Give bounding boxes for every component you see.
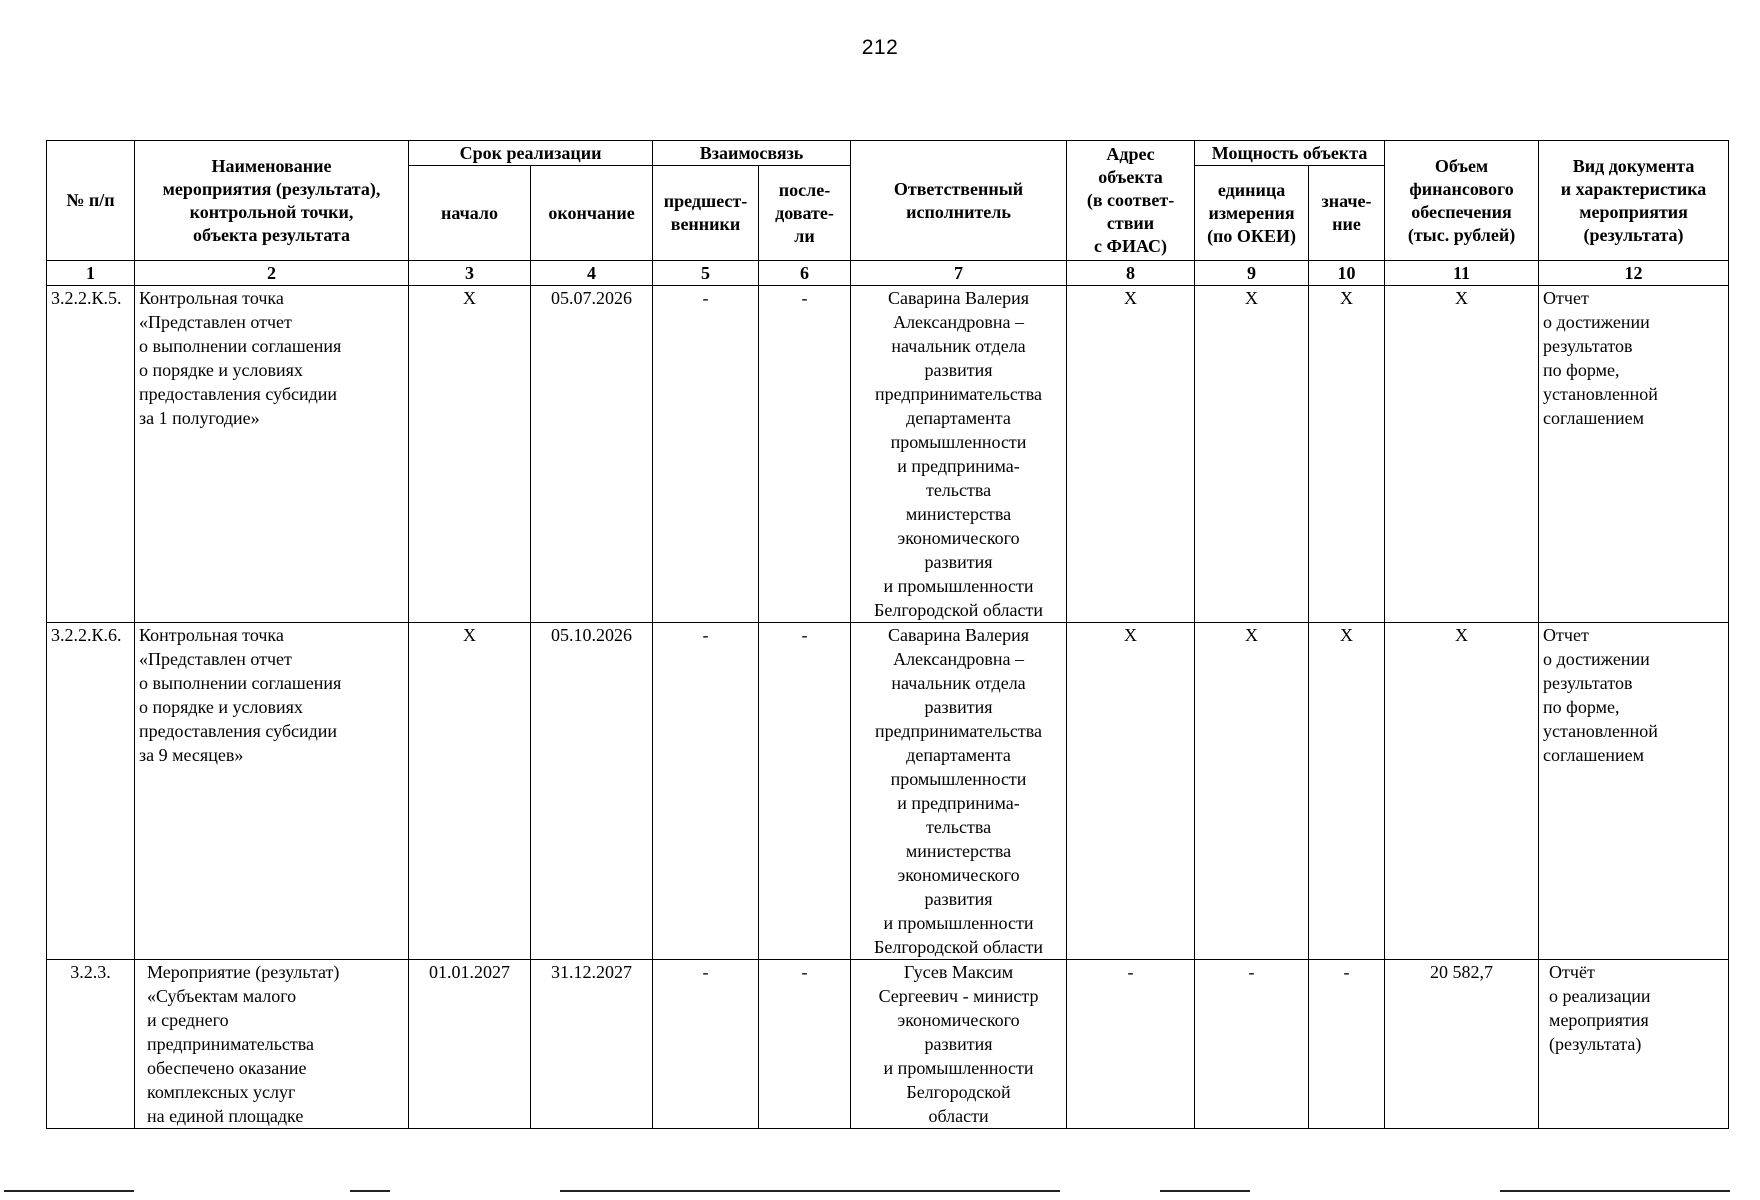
- row-address: X: [1067, 623, 1195, 960]
- column-number: 2: [135, 261, 409, 286]
- page-footer-rule: [0, 1190, 1760, 1192]
- column-number: 8: [1067, 261, 1195, 286]
- header-link-prev: предшест- венники: [653, 166, 759, 261]
- column-numbers-row: [47, 261, 1729, 286]
- header-finance: Объем финансового обеспечения (тыс. рублей): [1385, 141, 1539, 261]
- column-number: 12: [1539, 261, 1729, 286]
- row-name: Мероприятие (результат) «Субъектам малого и среднего предпринимательства обеспечено оказание комплексных услуг на единой площадке: [135, 960, 409, 1129]
- page-number: 212: [861, 36, 899, 59]
- row-prev: -: [653, 623, 759, 960]
- row-start: X: [409, 286, 531, 623]
- column-number: 6: [759, 261, 851, 286]
- column-number: 4: [531, 261, 653, 286]
- implementation-plan-table: [46, 140, 1729, 1129]
- row-prev: -: [653, 960, 759, 1129]
- row-unit: X: [1195, 286, 1309, 623]
- row-address: -: [1067, 960, 1195, 1129]
- row-doc: Отчет о достижении результатов по форме, установленной соглашением: [1539, 623, 1729, 960]
- header-term-end: окончание: [531, 166, 653, 261]
- row-value: X: [1309, 623, 1385, 960]
- header-link-group: Взаимосвязь: [653, 141, 851, 166]
- row-start: X: [409, 623, 531, 960]
- row-finance: X: [1385, 286, 1539, 623]
- header-doc: Вид документа и характеристика мероприятия (результата): [1539, 141, 1729, 261]
- header-capacity-group: Мощность объекта: [1195, 141, 1385, 166]
- table-row: [47, 286, 1729, 623]
- table-row: [47, 623, 1729, 960]
- row-responsible: Гусев Максим Сергеевич - министр экономического развития и промышленности Белгородской области: [851, 960, 1067, 1129]
- column-number: 3: [409, 261, 531, 286]
- row-name: Контрольная точка «Представлен отчет о выполнении соглашения о порядке и условиях предоставления субсидии за 9 месяцев»: [135, 623, 409, 960]
- header-term-group: Срок реализации: [409, 141, 653, 166]
- row-finance: X: [1385, 623, 1539, 960]
- row-id: 3.2.2.К.5.: [47, 286, 135, 623]
- header-term-start: начало: [409, 166, 531, 261]
- header-num: № п/п: [47, 141, 135, 261]
- header-address: Адрес объекта (в соответ- ствии с ФИАС): [1067, 141, 1195, 261]
- row-next: -: [759, 960, 851, 1129]
- row-unit: X: [1195, 623, 1309, 960]
- column-number: 5: [653, 261, 759, 286]
- header-capacity-unit: единица измерения (по ОКЕИ): [1195, 166, 1309, 261]
- column-number: 11: [1385, 261, 1539, 286]
- column-number: 10: [1309, 261, 1385, 286]
- column-number: 1: [47, 261, 135, 286]
- row-unit: -: [1195, 960, 1309, 1129]
- row-next: -: [759, 623, 851, 960]
- header-name: Наименование мероприятия (результата), контрольной точки, объекта результата: [135, 141, 409, 261]
- row-id: 3.2.2.К.6.: [47, 623, 135, 960]
- row-name: Контрольная точка «Представлен отчет о выполнении соглашения о порядке и условиях предоставления субсидии за 1 полугодие»: [135, 286, 409, 623]
- header-responsible: Ответственный исполнитель: [851, 141, 1067, 261]
- row-value: -: [1309, 960, 1385, 1129]
- row-responsible: Саварина Валерия Александровна – начальник отдела развития предпринимательства департамента промышленности и предпринима- тельства министерства экономического развития и промышленности Белгородской области: [851, 623, 1067, 960]
- row-doc: Отчёт о реализации мероприятия (результата): [1539, 960, 1729, 1129]
- row-id: 3.2.3.: [47, 960, 135, 1129]
- column-number: 7: [851, 261, 1067, 286]
- table-header: [47, 141, 1729, 261]
- row-end: 05.07.2026: [531, 286, 653, 623]
- row-value: X: [1309, 286, 1385, 623]
- header-capacity-value: значе- ние: [1309, 166, 1385, 261]
- row-responsible: Саварина Валерия Александровна – начальник отдела развития предпринимательства департамента промышленности и предпринима- тельства министерства экономического развития и промышленности Белгородской области: [851, 286, 1067, 623]
- row-address: X: [1067, 286, 1195, 623]
- row-start: 01.01.2027: [409, 960, 531, 1129]
- row-prev: -: [653, 286, 759, 623]
- table-row: [47, 960, 1729, 1129]
- row-end: 31.12.2027: [531, 960, 653, 1129]
- row-finance: 20 582,7: [1385, 960, 1539, 1129]
- row-doc: Отчет о достижении результатов по форме, установленной соглашением: [1539, 286, 1729, 623]
- column-number: 9: [1195, 261, 1309, 286]
- header-link-next: после- довате- ли: [759, 166, 851, 261]
- row-end: 05.10.2026: [531, 623, 653, 960]
- row-next: -: [759, 286, 851, 623]
